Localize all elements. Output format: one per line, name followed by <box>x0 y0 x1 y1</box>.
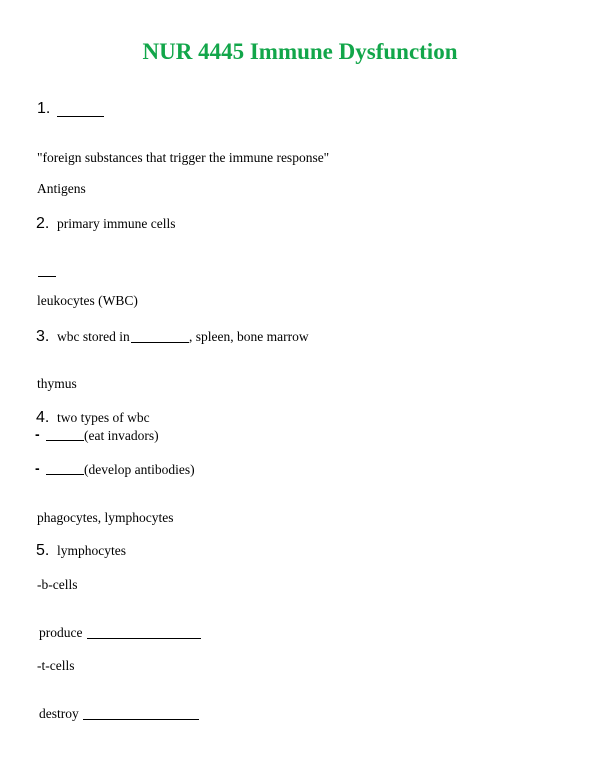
item-3-prompt-after: , spleen, bone marrow <box>189 329 309 344</box>
item-3-number: 3. <box>36 328 50 345</box>
item-3-prompt-before: wbc stored in <box>57 329 130 344</box>
item-5-destroy: destroy <box>39 706 79 721</box>
item-4-prompt: two types of wbc <box>57 410 150 425</box>
item-4-sub-1: (eat invadors) <box>84 428 159 443</box>
item-5-produce: produce <box>39 625 83 640</box>
item-5-prompt: lymphocytes <box>57 543 126 558</box>
item-2-prompt: primary immune cells <box>57 216 176 231</box>
item-1-blank <box>57 116 104 117</box>
item-4-answer: phagocytes, lymphocytes <box>37 510 174 525</box>
item-1-answer: Antigens <box>37 181 86 196</box>
item-2-number: 2. <box>36 215 50 232</box>
item-3-answer: thymus <box>37 376 77 391</box>
item-5-t-cells: -t-cells <box>37 658 75 673</box>
item-2-blank <box>38 276 56 277</box>
item-5-number: 5. <box>36 542 50 559</box>
item-1-number: 1. <box>37 100 51 117</box>
item-5-b-cells: -b-cells <box>37 577 78 592</box>
item-4-blank-1 <box>46 440 84 441</box>
item-4-dash-1: - <box>35 426 40 442</box>
item-3-blank <box>131 342 189 343</box>
item-1-prompt: "foreign substances that trigger the immune response" <box>37 150 330 165</box>
item-5-produce-blank <box>87 638 201 639</box>
item-5-destroy-blank <box>83 719 199 720</box>
item-4-sub-2: (develop antibodies) <box>84 462 195 477</box>
item-4-dash-2: - <box>35 460 40 476</box>
document-title: NUR 4445 Immune Dysfunction <box>142 39 458 64</box>
item-4-number: 4. <box>36 409 50 426</box>
item-2-answer: leukocytes (WBC) <box>37 293 138 308</box>
item-4-blank-2 <box>46 474 84 475</box>
